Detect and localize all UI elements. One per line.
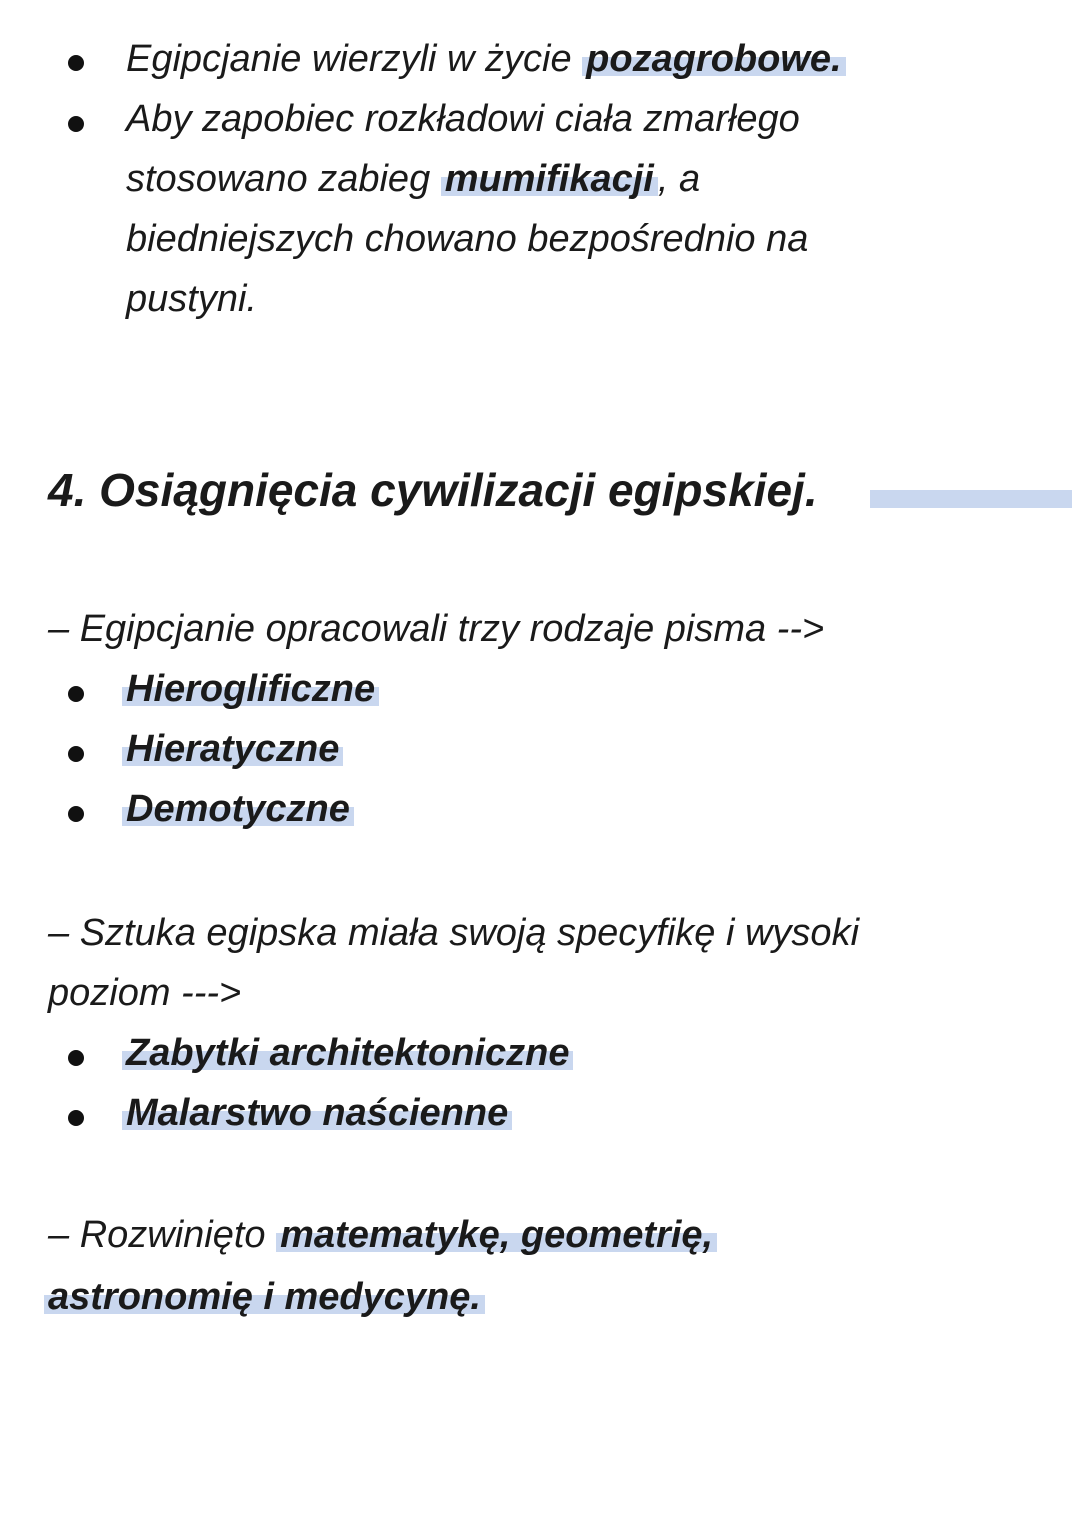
bullet [68, 746, 84, 762]
bullet [68, 686, 84, 702]
writing-item: Hieratyczne [122, 728, 343, 771]
belief-text: Egipcjanie wierzyli w życie pozagrobowe. [126, 38, 846, 81]
science-line1: – Rozwinięto matematykę, geometrię, [48, 1214, 717, 1257]
writing-intro: – Egipcjanie opracowali trzy rodzaje pisma --> [48, 608, 825, 650]
section-heading: 4. Osiągnięcia cywilizacji egipskiej. [48, 464, 818, 516]
mummification-line3: biedniejszych chowano bezpośrednio na [126, 218, 809, 260]
mummification-line2: stosowano zabieg mumifikacji , a [126, 158, 701, 200]
bullet [68, 806, 84, 822]
art-intro-line2: poziom ---> [48, 972, 242, 1014]
bullet [68, 55, 84, 71]
writing-item: Demotyczne [122, 788, 354, 831]
bullet [68, 116, 84, 132]
art-item: Zabytki architektoniczne [122, 1032, 573, 1075]
heading-highlight [870, 490, 1072, 508]
writing-item: Hieroglificzne [122, 668, 379, 711]
art-item: Malarstwo naścienne [122, 1092, 512, 1135]
science-line2: astronomię i medycynę. [44, 1276, 485, 1319]
bullet [68, 1050, 84, 1066]
art-intro-line1: – Sztuka egipska miała swoją specyfikę i wysoki [48, 912, 860, 954]
bullet [68, 1110, 84, 1126]
mummification-line1: Aby zapobiec rozkładowi ciała zmarłego [126, 98, 800, 140]
mummification-line4: pustyni. [126, 278, 257, 320]
